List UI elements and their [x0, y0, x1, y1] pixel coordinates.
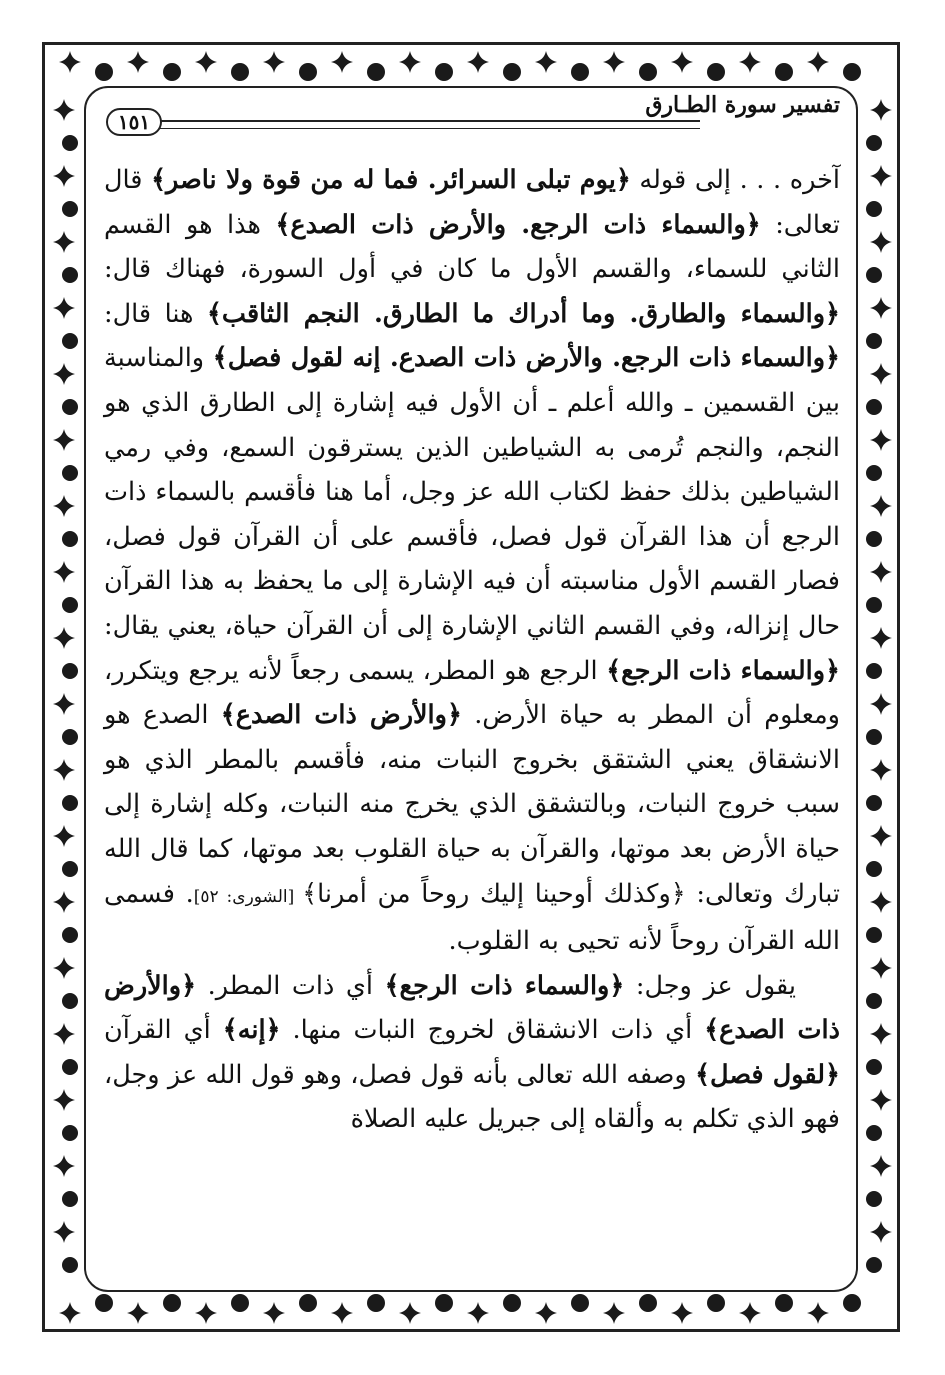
- running-title: تفسير سورة الطـارق: [645, 92, 840, 118]
- text-segment: وصفه الله تعالى بأنه قول فصل، وهو قول الله عز وجل، فهو الذي تكلم به وألقاه إلى جبريل عليه الصلاة: [104, 1059, 840, 1135]
- text-segment: أي القرآن: [104, 1015, 223, 1046]
- citation-reference: [الشورى: ٥٢]: [193, 886, 303, 907]
- text-segment: الرجع هو المطر، يسمى رجعاً لأنه يرجع ويتكرر، ومعلوم أن المطر به حياة الأرض.: [104, 655, 840, 731]
- text-segment: . فسمى الله القرآن روحاً لأنه تحيى به القلوب.: [104, 878, 840, 957]
- body-text: [104, 158, 840, 1142]
- page-header: [100, 92, 840, 136]
- text-segment: آخره . . . إلى قوله: [630, 165, 840, 195]
- quran-quote: ﴿والسماء والطارق. وما أدراك ما الطارق. النجم الثاقب﴾: [206, 298, 840, 329]
- quran-quote: ﴿والأرض ذات الصدع﴾: [220, 700, 462, 731]
- text-segment: أي ذات الانشقاق لخروج النبات منها.: [280, 1015, 705, 1046]
- text-segment: والمناسبة بين القسمين ـ والله أعلم ـ أن الأول فيه إشارة إلى الطارق الذي هو النجم، والنجم تُرمى به الشياطين الذين يسترقون السمع، وفي رمي الشياطين بذلك حفظ لكتاب الله عز وجل، أما هنا فأقسم بالسماء ذات الرجع أن هذا القرآن قول فصل، فأقسم على أن القرآن قول فصل، فصار القسم الأول مناسبته أن فيه الإشارة إلى ما يحفظ به هذا القرآن حال إنزاله، وفي القسم الثاني الإشارة إلى أن القرآن حياة، يعني يقال:: [104, 343, 840, 641]
- text-segment: هذا هو القسم الثاني للسماء، والقسم الأول ما كان في أول السورة، فهناك قال:: [104, 209, 840, 285]
- paragraph: [104, 964, 840, 1142]
- text-segment: أي ذات المطر.: [196, 970, 385, 1001]
- page-number: ١٥١: [106, 108, 162, 136]
- text-segment: قال تعالى:: [104, 165, 841, 240]
- quran-quote: ﴿يوم تبلى السرائر. فما له من قوة ولا ناصر﴾: [151, 165, 631, 195]
- quran-quote: ﴿والسماء ذات الرجع﴾: [606, 655, 840, 686]
- text-segment: يقول عز وجل:: [624, 970, 797, 1001]
- text-segment: هنا قال:: [104, 298, 207, 329]
- text-segment: ﴿وكذلك أوحينا إليك روحاً من أمرنا﴾: [302, 878, 686, 909]
- paragraph: [104, 158, 840, 964]
- quran-quote: ﴿لقول فصل﴾: [695, 1059, 841, 1090]
- quran-quote: ﴿والأرض ذات الصدع﴾: [104, 970, 840, 1046]
- header-rule: [160, 120, 700, 129]
- quran-quote: ﴿والسماء ذات الرجع. والأرض ذات الصدع﴾: [275, 209, 761, 240]
- text-segment: الصدع هو الانشقاق يعني الشتقق بخروج النبات منه، فأقسم بالمطر الذي هو سبب خروج النبات، وبالتشقق الذي يخرج منه النبات، وكله إشارة إلى حياة الأرض بعد موتها، والقرآن به حياة القلوب بعد موتها، كما قال الله تبارك وتعالى:: [104, 700, 840, 909]
- quran-quote: ﴿والسماء ذات الرجع﴾: [384, 970, 625, 1001]
- quran-quote: ﴿إنه﴾: [222, 1015, 281, 1046]
- quran-quote: ﴿والسماء ذات الرجع. والأرض ذات الصدع. إنه لقول فصل﴾: [212, 343, 840, 374]
